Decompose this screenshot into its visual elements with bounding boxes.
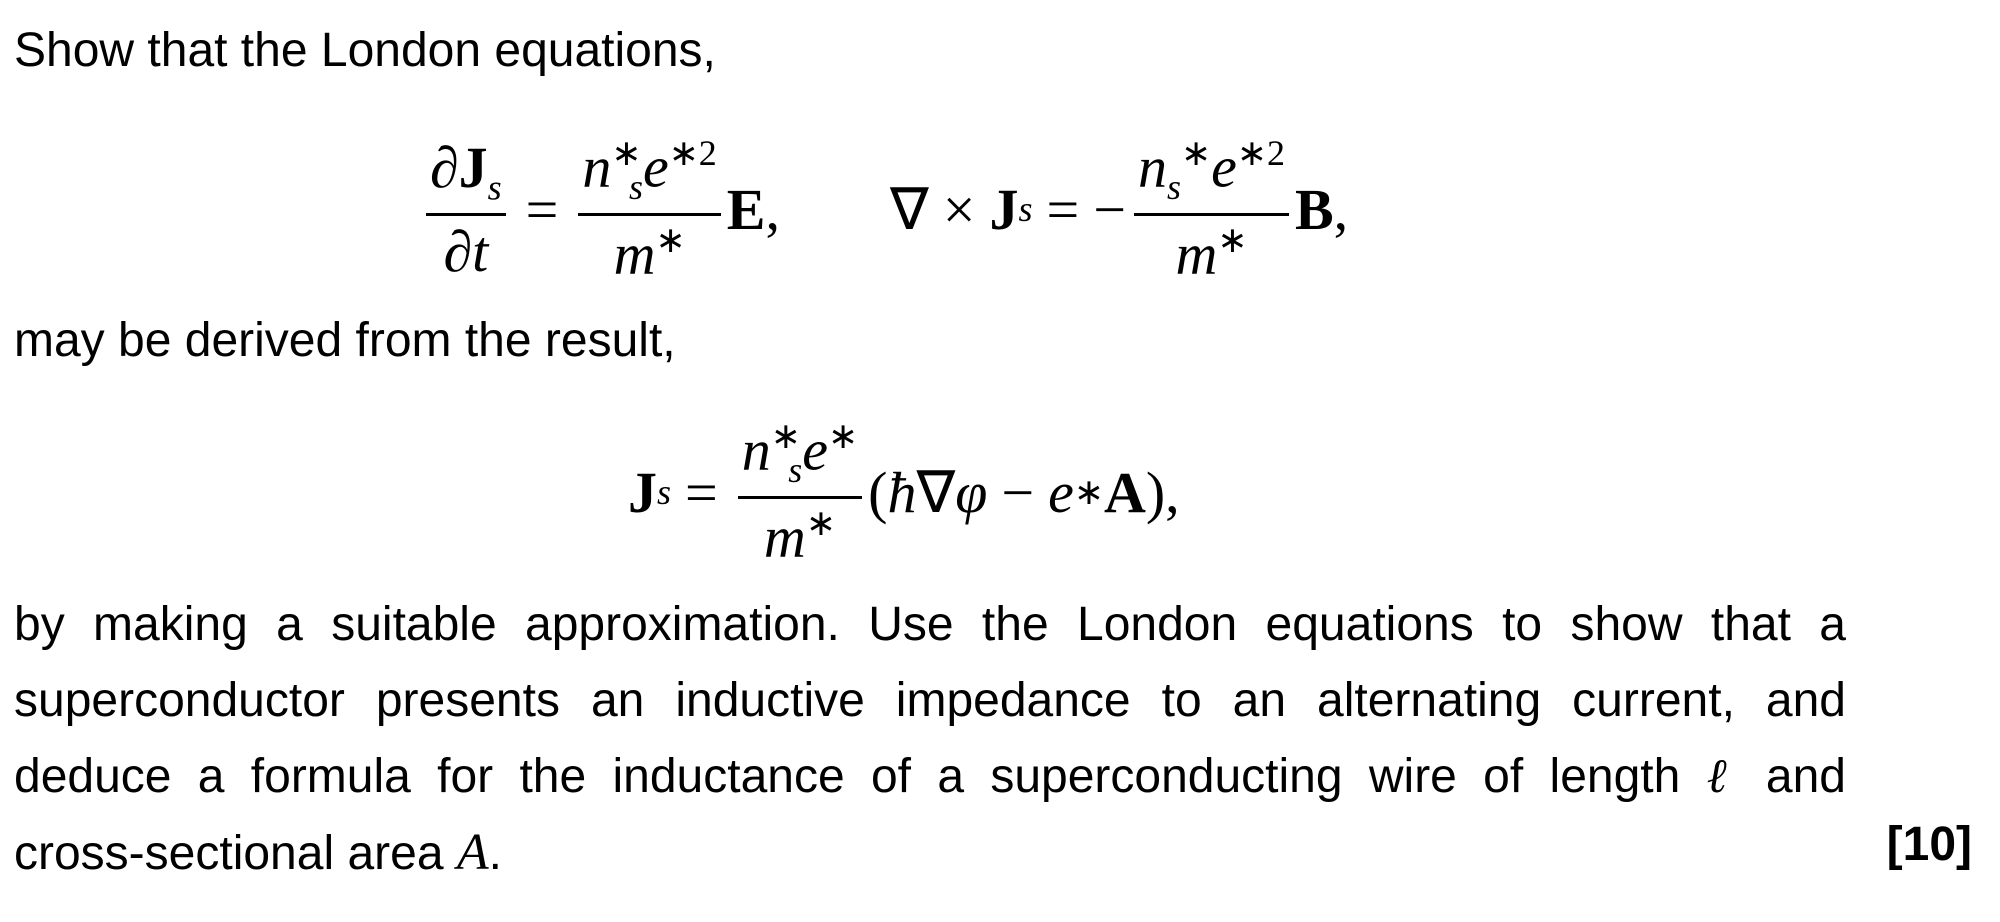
body-line-4 [14, 824, 502, 883]
eq2-rhs-fraction: $\frac{n_s^∗e^{∗2}}{m^∗}$ [1134, 135, 1289, 285]
and-word: and [1765, 750, 1846, 803]
body-line-3-text: deduce a formula for the inductance of a superconducting wire of length [14, 750, 1681, 803]
body-line-4-text: cross-sectional area [14, 827, 444, 880]
intro-text: Show that the London equations, [14, 24, 716, 77]
eq3-fraction: $\frac{n^∗_se^∗}{m^∗}$ [738, 418, 862, 568]
marks-label: [10] [1886, 818, 1972, 871]
eq1-lhs-fraction: $\frac{\partial J_s}{\partial t}$ [426, 138, 506, 283]
eq1-rhs-fraction: $\frac{n^∗_se^{∗2}}{m^∗}$ [578, 135, 720, 285]
area-symbol: A [456, 824, 489, 881]
result-equation: J s = $\frac{n^∗_se^∗}{m^∗}$ ( ħ ∇ φ − e ∗ A ), [628, 416, 1180, 570]
period: . [488, 827, 502, 880]
mid-text: may be derived from the result, [14, 314, 676, 367]
body-line-3 [14, 748, 1846, 806]
body-line-1: by making a suitable approximation. Use the London equations to show that a [14, 598, 1846, 651]
london-equations: $\frac{\partial J_s}{\partial t}$ = $\frac{n^∗_se^{∗2}}{m^∗}$ E , ∇ × J s = − $\frac{n_s^∗e^{∗2}}{m^∗}$ B , [420, 135, 1348, 285]
length-symbol: ℓ [1706, 750, 1740, 803]
body-line-2: superconductor presents an inductive impedance to an alternating current, and [14, 674, 1846, 727]
